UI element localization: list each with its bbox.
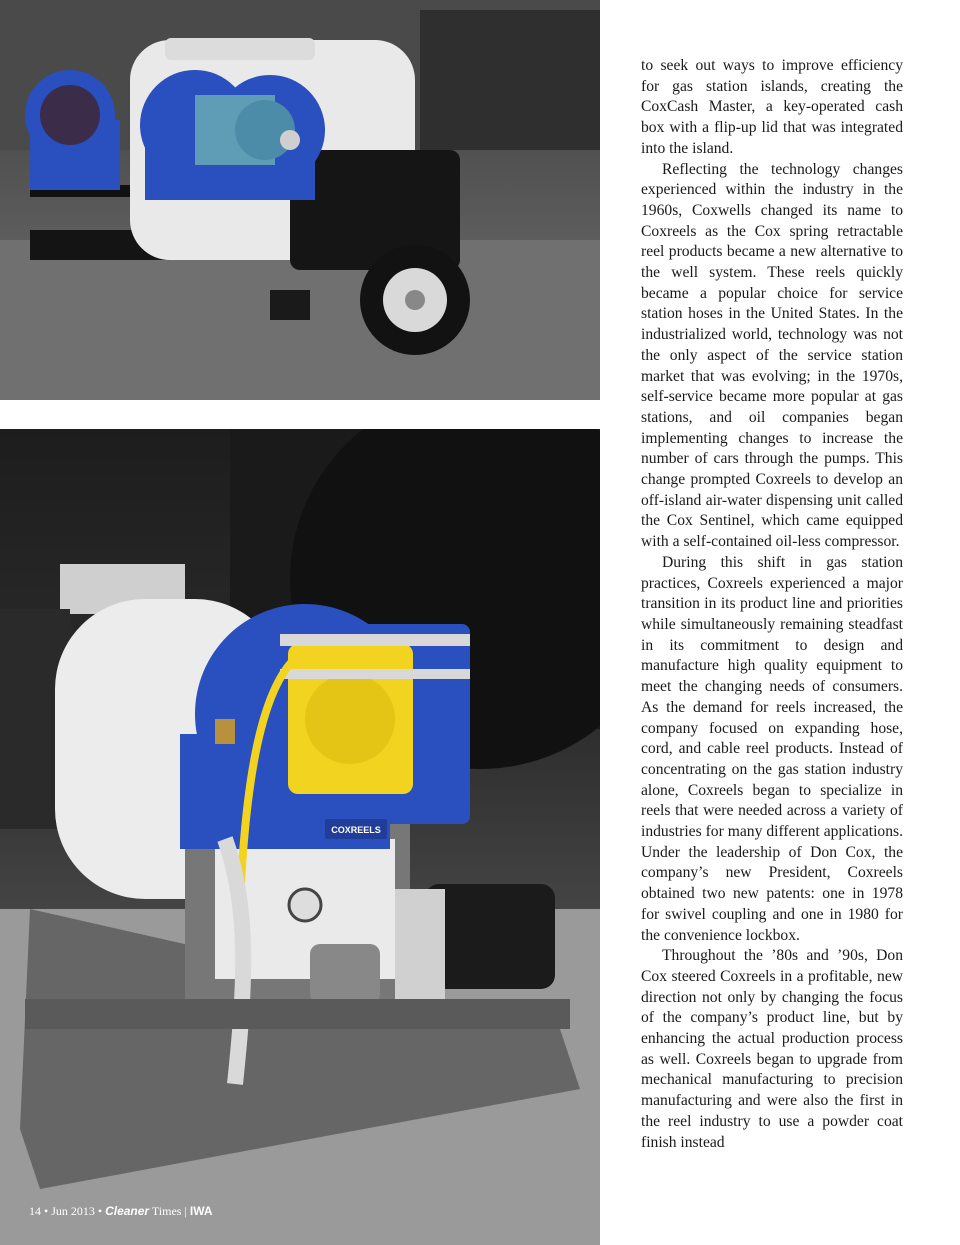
photo-trailer-hose-reels [0, 0, 600, 400]
page-folio [29, 1204, 213, 1219]
article-paragraph-1: to seek out ways to improve efficiency for gas station islands, creating the CoxCash Master, a key-operated cash box with a flip-up lid that was integrated into the island. [641, 57, 903, 157]
magazine-name-suffix: Times [149, 1204, 182, 1218]
photo-skid-sprayer-coxreels [0, 429, 600, 1245]
page-number: 14 [29, 1204, 41, 1218]
magazine-name: Cleaner [105, 1204, 150, 1218]
article-paragraph-3: During this shift in gas station practices, Coxreels experienced a major transition in its product line and priorities while simultaneously remaining steadfast in its commitment to design and manufacture high quality equipment to meet the changing needs of consumers. As the demand for reels increased, the company focused on expanding hose, cord, and cable reel products. Instead of concentrating on the gas station industry alone, Coxreels began to specialize in reels that were needed across a variety of industries for many different applications. Under the leadership of Don Cox, the company’s new President, Coxreels obtained two new patents: one in 1978 for swivel coupling and one in 1980 for the convenience lockbox. [641, 553, 903, 944]
folio-separator-2: • [94, 1204, 106, 1218]
issue-date: Jun 2013 [51, 1204, 95, 1218]
article-paragraph-2: Reflecting the technology changes experienced within the industry in the 1960s, Coxwells changed its name to Coxreels as the Cox spring retractable reel products became a new alternative to the well system. These reels quickly became a popular choice for service station hoses in the United States. In the industrialized world, technology was not the only aspect of the service station market that was evolving; in the 1970s, self-service became more popular at gas stations, and oil companies began implementing changes to increase the number of cars through the pumps. This change prompted Coxreels to develop an off-island air-water dispensing unit called the Cox Sentinel, which came equipped with a self-contained oil-less compressor. [641, 160, 903, 551]
folio-divider: | [181, 1204, 190, 1218]
section-name: IWA [189, 1204, 213, 1218]
folio-separator-1: • [41, 1204, 52, 1218]
trailer-illustration [0, 0, 600, 400]
sprayer-illustration [0, 429, 600, 1245]
reel-badge-text: COXREELS [331, 825, 381, 835]
article-column [641, 56, 903, 1153]
article-paragraph-4: Throughout the ’80s and ’90s, Don Cox steered Coxreels in a profitable, new direction not only by changing the focus of the company’s product line, but by enhancing the actual production process as well. Coxreels began to upgrade from mechanical manufacturing to precision manufacturing and were also the first in the reel industry to use a powder coat finish instead [641, 947, 903, 1151]
